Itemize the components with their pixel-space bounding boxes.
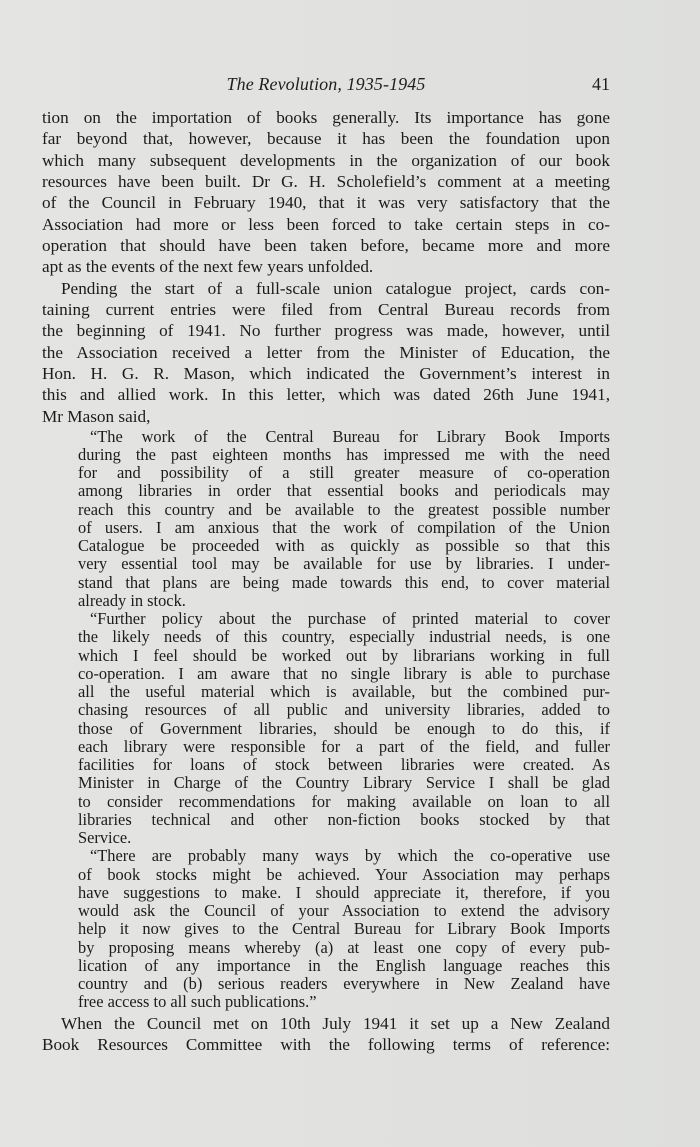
quote-line: for and possibility of a still greater measure of co-operation: [78, 464, 610, 483]
text-line: the Association received a letter from the Minister of Education, the: [42, 342, 610, 362]
quote-line: free access to all such publications.”: [78, 992, 317, 1012]
quote-line: very essential tool may be available for use by libraries. I under-: [78, 555, 610, 574]
text-line: far beyond that, however, because it has been the foundation upon: [42, 129, 610, 149]
quote-line: during the past eighteen months has impressed me with the need: [78, 445, 610, 464]
text-line: taining current entries were filed from Central Bureau records from: [42, 300, 610, 320]
quote-line: the likely needs of this country, especially industrial needs, is one: [78, 628, 610, 647]
text-line: Association had more or less been forced to take certain steps in co-: [42, 214, 610, 234]
quote-line: “The work of the Central Bureau for Library Book Imports: [90, 427, 610, 446]
quote-line: would ask the Council of your Association to extend the advisory: [78, 902, 610, 921]
quote-line: which I feel should be worked out by librarians working in full: [78, 646, 610, 665]
quote-line: chasing resources of all public and university libraries, added to: [78, 701, 610, 720]
text-line: apt as the events of the next few years unfolded.: [42, 257, 374, 277]
quote-line: “Further policy about the purchase of printed material to cover: [90, 610, 610, 629]
quote-paragraph-2: [42, 610, 610, 847]
quote-line: Service.: [78, 828, 132, 848]
text-line: Book Resources Committee with the following terms of reference:: [42, 1035, 610, 1054]
text-line: Hon. H. G. R. Mason, which indicated the Government’s interest in: [42, 364, 610, 384]
text-line: tion on the importation of books generally. Its importance has gone: [42, 108, 610, 127]
page-number: 41: [592, 74, 610, 94]
quote-line: country and (b) serious readers everywhere in New Zealand have: [78, 975, 610, 994]
quote-line: “There are probably many ways by which the co-operative use: [90, 847, 610, 866]
paragraph-3: [42, 1013, 610, 1056]
quote-line: of users. I am anxious that the work of compilation of the Union: [78, 518, 610, 537]
quote-line: Catalogue be proceeded with as quickly as possible so that this: [78, 537, 610, 556]
quote-line: each library were responsible for a part of the field, and fuller: [78, 737, 610, 756]
running-head: [42, 74, 610, 100]
text-line: When the Council met on 10th July 1941 it set up a New Zealand: [61, 1013, 610, 1033]
body-text: [42, 107, 610, 1055]
paragraph-2: [42, 278, 610, 427]
text-line: operation that should have been taken before, became more and more: [42, 236, 610, 256]
quote-line: stand that plans are being made towards this end, to cover material: [78, 573, 610, 592]
text-line: resources have been built. Dr G. H. Scholefield’s comment at a meeting: [42, 172, 610, 192]
quote-paragraph-1: [42, 428, 610, 611]
block-quote: [42, 428, 610, 1012]
quote-line: help it now gives to the Central Bureau for Library Book Imports: [78, 920, 610, 939]
text-line: Mr Mason said,: [42, 406, 151, 426]
text-line: which many subsequent developments in the organization of our book: [42, 150, 610, 170]
quote-line: of book stocks might be achieved. Your Association may perhaps: [78, 865, 610, 884]
paragraph-1: [42, 107, 610, 278]
quote-paragraph-3: [42, 847, 610, 1011]
quote-line: lication of any importance in the English language reaches this: [78, 956, 610, 975]
quote-line: already in stock.: [78, 590, 186, 610]
text-line: the beginning of 1941. No further progress was made, however, until: [42, 321, 610, 341]
text-line: this and allied work. In this letter, which was dated 26th June 1941,: [42, 385, 610, 405]
quote-line: facilities for loans of stock between libraries were created. As: [78, 756, 610, 775]
quote-line: libraries technical and other non-fiction books stocked by that: [78, 810, 610, 829]
quote-line: reach this country and be available to the greatest possible number: [78, 500, 610, 519]
quote-line: all the useful material which is available, but the combined pur-: [78, 683, 610, 702]
quote-line: by proposing means whereby (a) at least one copy of every pub-: [78, 938, 610, 957]
quote-line: Minister in Charge of the Country Library Service I shall be glad: [78, 774, 610, 793]
quote-line: those of Government libraries, should be enough to do this, if: [78, 719, 610, 738]
text-line: Pending the start of a full-scale union catalogue project, cards con-: [61, 278, 610, 298]
quote-line: among libraries in order that essential books and periodicals may: [78, 482, 610, 501]
text-line: of the Council in February 1940, that it was very satisfactory that the: [42, 193, 610, 213]
quote-line: co-operation. I am aware that no single library is able to purchase: [78, 664, 610, 683]
chapter-title: The Revolution, 1935-1945: [226, 74, 426, 94]
quote-line: to consider recommendations for making available on loan to all: [78, 792, 610, 811]
quote-line: have suggestions to make. I should appreciate it, therefore, if you: [78, 883, 610, 902]
